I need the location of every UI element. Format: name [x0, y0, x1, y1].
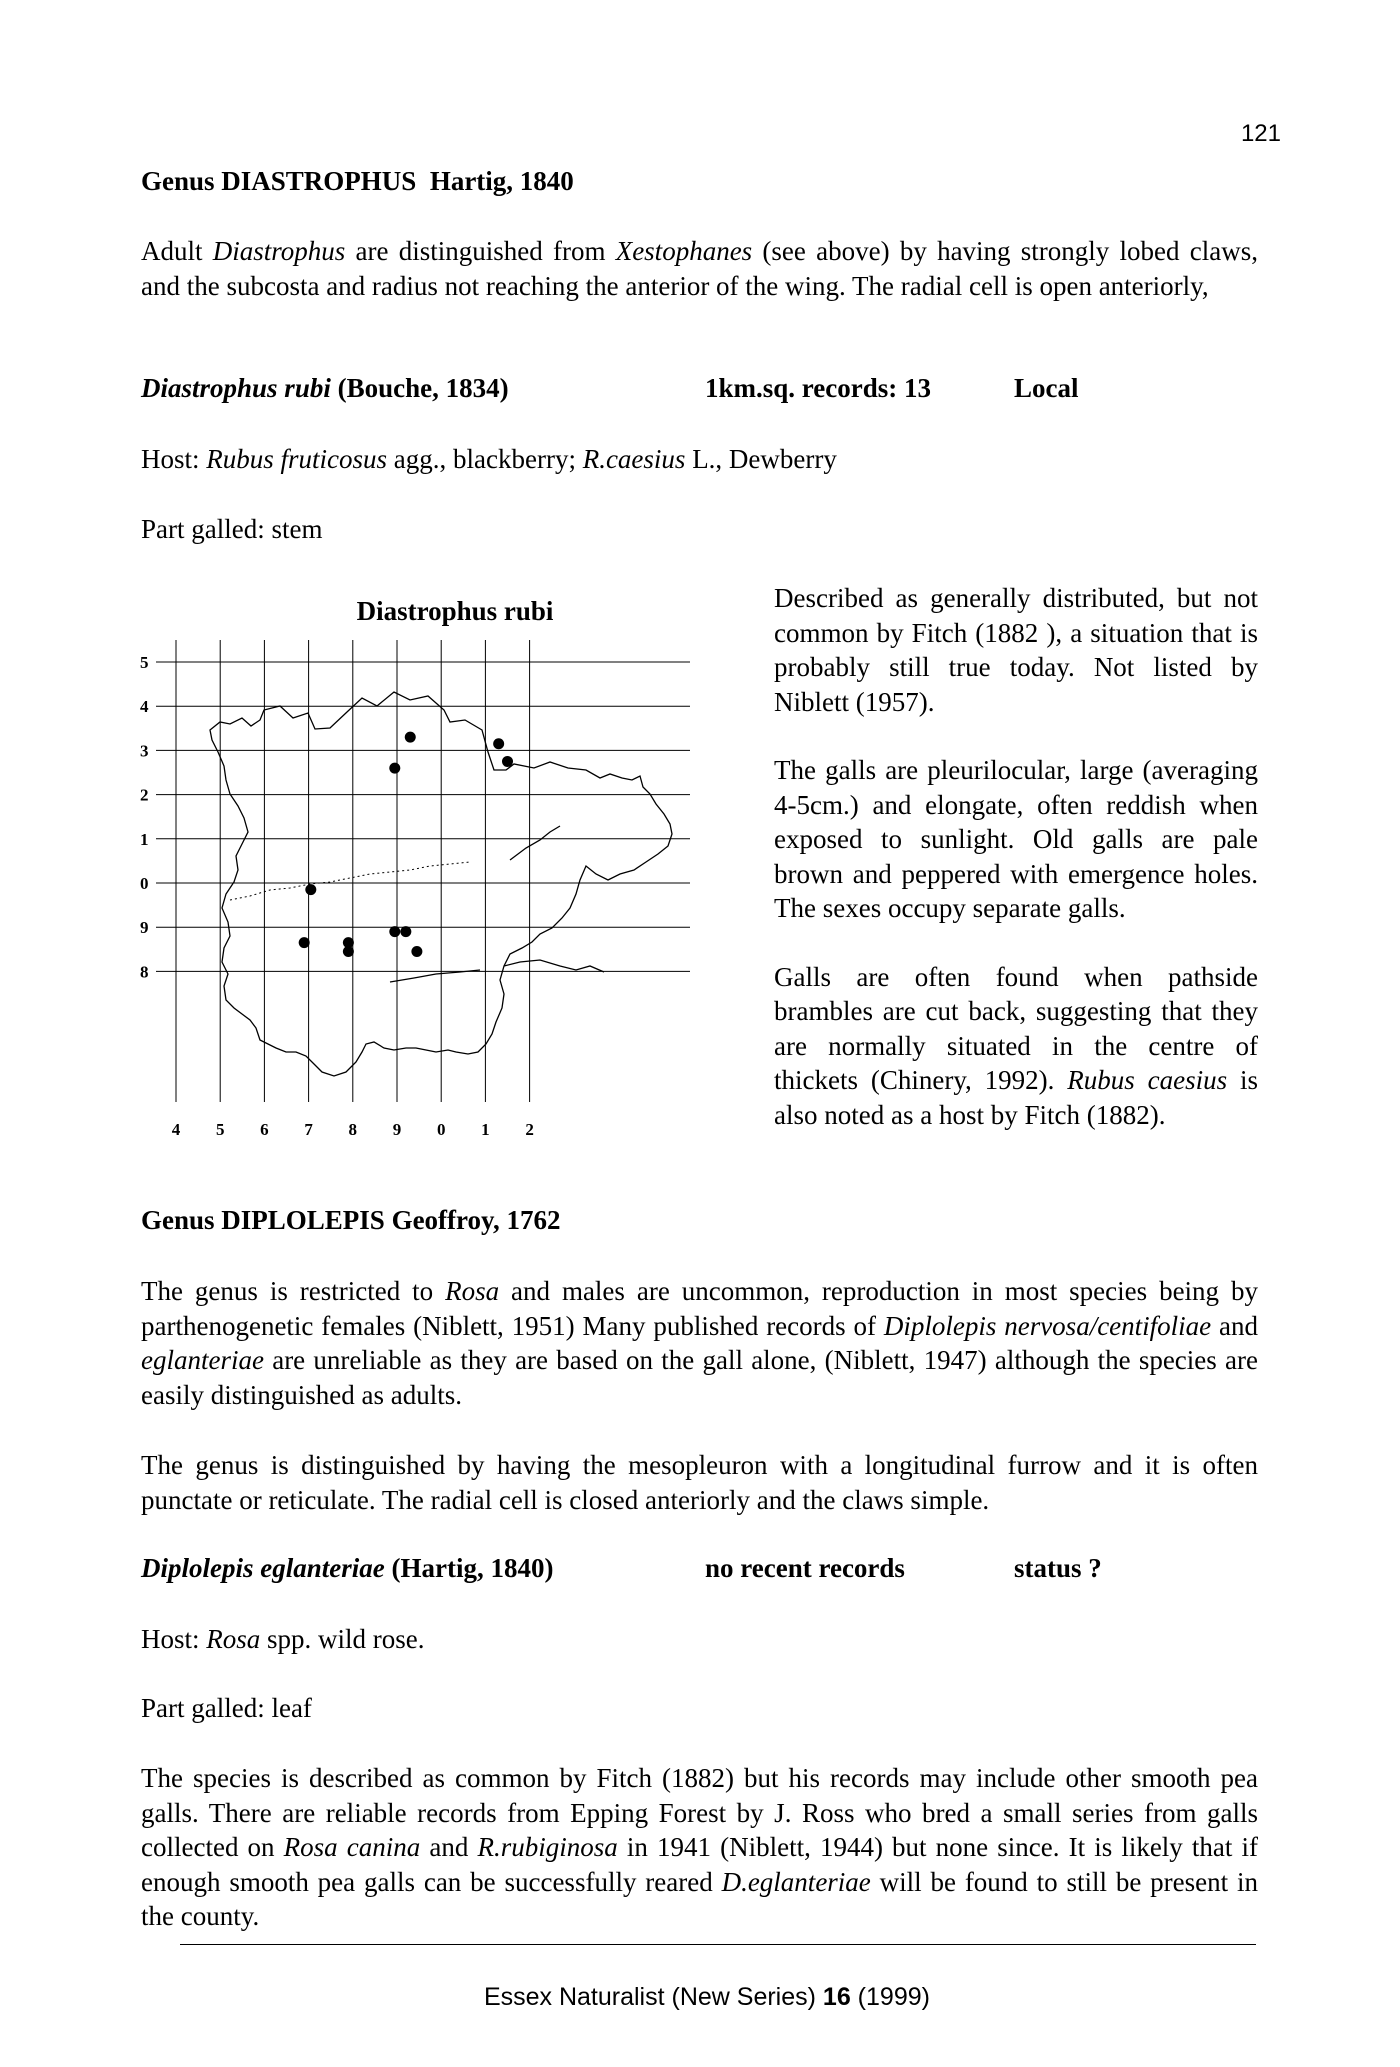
species-notes [774, 581, 1258, 1132]
x-tick-label: 8 [348, 1120, 358, 1139]
x-tick-label: 7 [304, 1120, 313, 1139]
y-tick-label: 8 [140, 962, 149, 982]
species-name: Diastrophus rubi (Bouche, 1834) [141, 373, 509, 403]
record-point [343, 946, 354, 957]
y-tick-label: 2 [140, 785, 149, 805]
record-point [305, 884, 316, 895]
page-number: 121 [1240, 120, 1281, 147]
note-paragraph: The galls are pleurilocular, large (averaging 4-5cm.) and elongate, often reddish when exposed to sunlight. Old galls are pale brown and peppered with emergence holes. The sexes occupy separate galls. [774, 755, 1258, 923]
x-tick-label: 2 [525, 1120, 534, 1139]
distribution-points [299, 732, 513, 957]
part-galled-diastrophus: Part galled: stem [141, 514, 323, 544]
district-boundary [230, 862, 470, 900]
record-point [400, 926, 411, 937]
record-point [405, 732, 416, 743]
record-point [411, 946, 422, 957]
x-tick-label: 5 [215, 1120, 225, 1139]
x-tick-label: 9 [392, 1120, 402, 1139]
species-line-diastrophus [141, 373, 1258, 407]
y-tick-label: 1 [140, 829, 149, 849]
distribution-map-chart [130, 582, 750, 1180]
species-line-diplolepis [141, 1553, 1258, 1587]
y-tick-labels [140, 653, 149, 981]
x-tick-label: 1 [481, 1120, 490, 1139]
x-tick-label: 4 [171, 1120, 181, 1139]
journal-volume: 16 [822, 1983, 851, 2011]
diplolepis-para-3: The species is described as common by Fitch (1882) but his records may include other smooth pea galls. There are reliable records from Epping Forest by J. Ross who bred a small series from galls collected on Rosa canina and R.rubiginosa in 1941 (Niblett, 1944) but none since. It is likely that if enough smooth pea galls can be successfully reared D.eglanteriae will be found to still be present in the county. [141, 1763, 1259, 1931]
status-label: status ? [1014, 1553, 1102, 1583]
x-tick-label: 6 [260, 1120, 269, 1139]
diplolepis-para-1: The genus is restricted to Rosa and males are uncommon, reproduction in most species being by parthenogenetic females (Niblett, 1951) Many published records of Diplolepis nervosa/centifoliae and eglanteriae are unreliable as they are based on the gall alone, (Niblett, 1947) although the species are easily distinguished as adults. [141, 1276, 1258, 1410]
x-tick-label: 0 [436, 1120, 446, 1139]
record-point [389, 763, 400, 774]
journal-name: Essex Naturalist (New Series) [483, 1983, 823, 2011]
species-name: Diplolepis eglanteriae (Hartig, 1840) [141, 1553, 554, 1583]
y-tick-label: 3 [140, 741, 149, 761]
y-tick-label: 0 [140, 874, 149, 893]
host-line-diastrophus: Host: Rubus fruticosus agg., blackberry; R.caesius L., Dewberry [141, 444, 837, 474]
journal-footer [0, 1954, 1400, 2012]
x-tick-labels [172, 1120, 534, 1139]
chart-title: Diastrophus rubi [356, 596, 554, 626]
chart-grid [156, 640, 690, 1102]
note-paragraph: Galls are often found when pathside brambles are cut back, suggesting that they are normally situated in the centre of thickets (Chinery, 1992). Rubus caesius is also noted as a host by Fitch (1882). [774, 961, 1258, 1130]
y-tick-label: 5 [140, 653, 149, 672]
diplolepis-para-2: The genus is distinguished by having the mesopleuron with a longitudinal furrow and it is often punctate or reticulate. The radial cell is closed anteriorly and the claws simple. [141, 1450, 1258, 1515]
section-heading-diplolepis: Genus DIPLOLEPIS Geoffroy, 1762 [141, 1205, 561, 1235]
section-heading-diastrophus: Genus DIASTROPHUS Hartig, 1840 [141, 166, 574, 196]
record-point [493, 738, 504, 749]
record-point [502, 756, 513, 767]
note-paragraph: Described as generally distributed, but not common by Fitch (1882 ), a situation that is probably still true today. Not listed by Niblett (1957). [774, 583, 1258, 717]
part-galled-diplolepis: Part galled: leaf [141, 1693, 312, 1723]
record-point [299, 937, 310, 948]
records-count: 1km.sq. records: 13 [705, 373, 931, 403]
journal-year: (1999) [850, 1983, 930, 2011]
y-tick-label: 9 [140, 918, 149, 938]
host-line-diplolepis: Host: Rosa spp. wild rose. [141, 1624, 425, 1654]
records-count: no recent records [705, 1553, 905, 1583]
status-label: Local [1014, 373, 1079, 403]
y-tick-label: 4 [140, 697, 149, 717]
footer-rule [180, 1944, 1256, 1945]
diastrophus-intro: Adult Diastrophus are distinguished from Xestophanes (see above) by having strongly lobed claws, and the subcosta and radius not reaching the anterior of the wing. The radial cell is open anteriorly, [141, 236, 1258, 301]
record-point [389, 926, 400, 937]
